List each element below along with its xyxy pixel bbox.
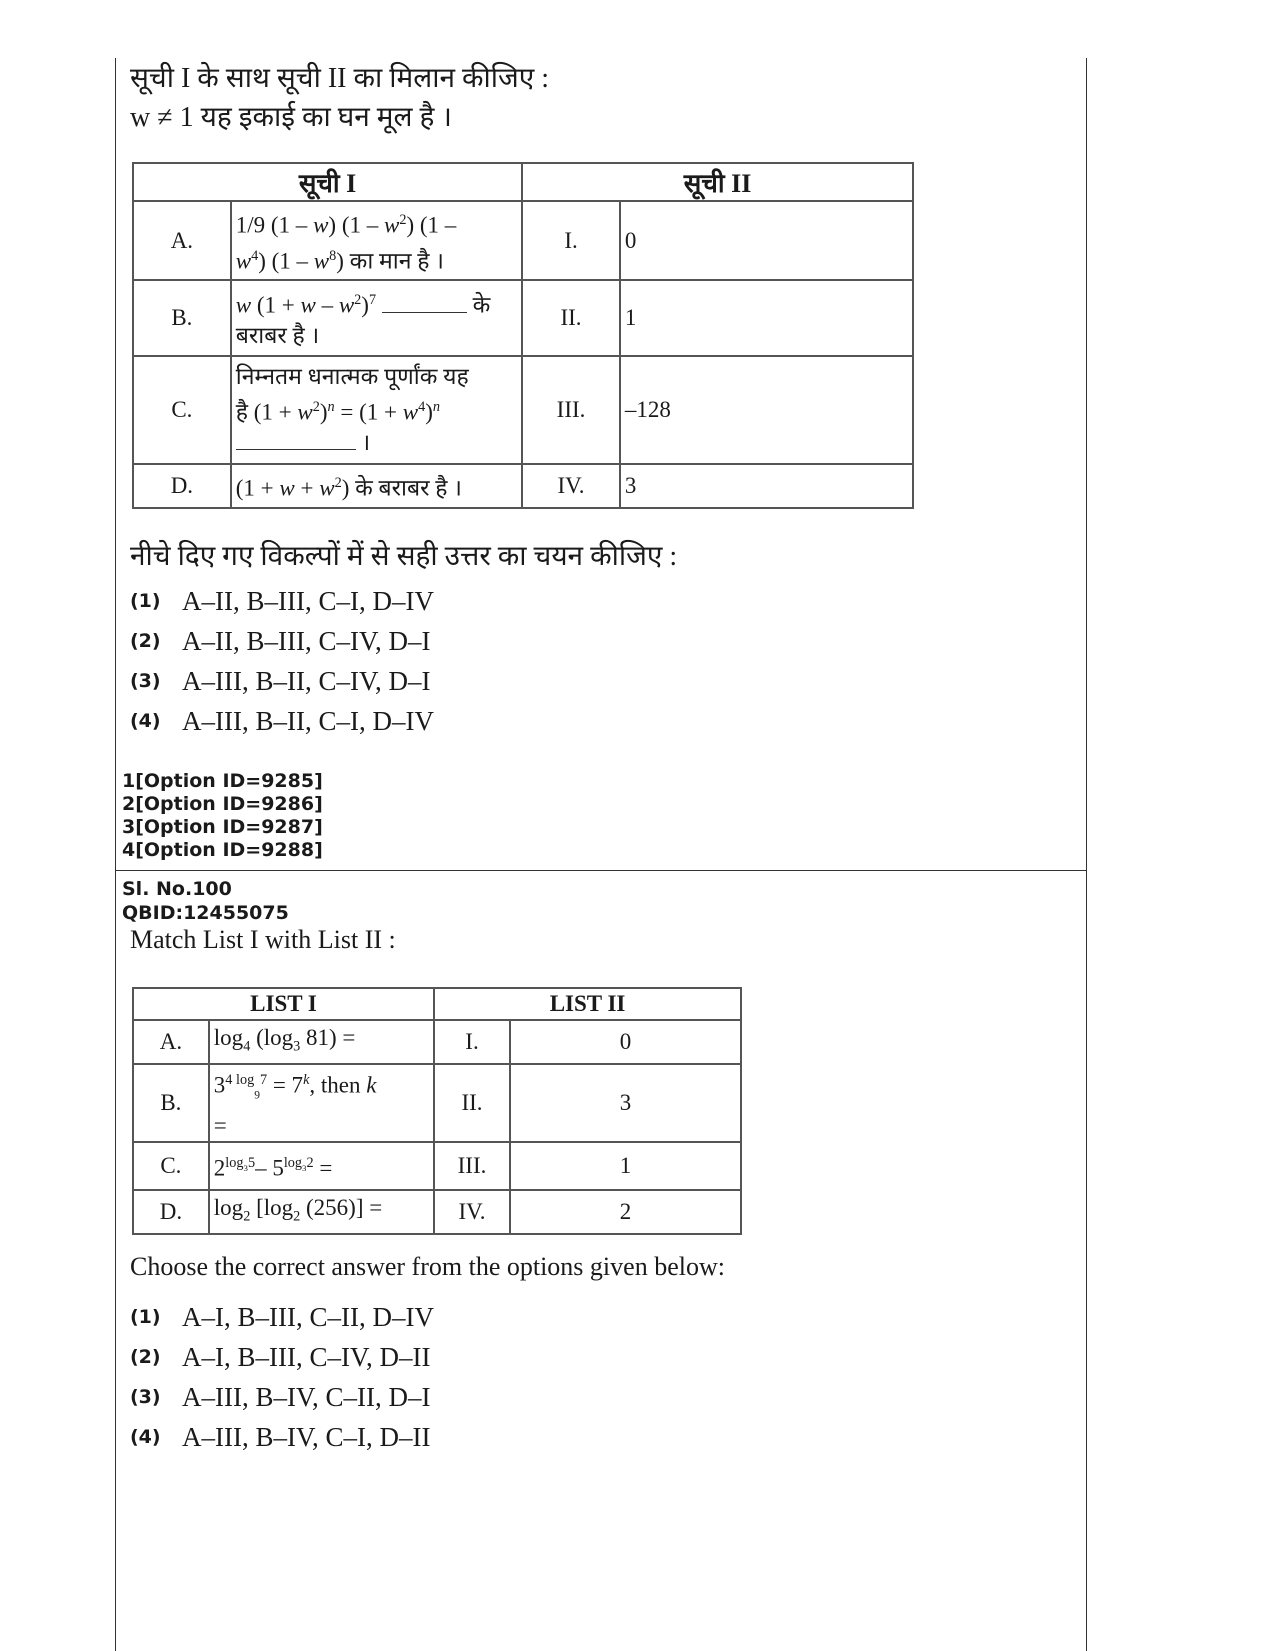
frame-left-border: [115, 58, 116, 1651]
row-key: D.: [133, 1190, 209, 1234]
table-row: [133, 356, 913, 464]
option-item[interactable]: (2) A–II, B–III, C–IV, D–I: [130, 625, 431, 656]
row-value: 3: [510, 1064, 741, 1142]
row-key: B.: [133, 280, 231, 356]
row-key: B.: [133, 1064, 209, 1142]
row-value: 0: [620, 201, 913, 280]
q99-header-list1: सूची I: [133, 163, 522, 201]
frame-right-border: [1086, 58, 1087, 1651]
q100-options: [130, 1297, 434, 1457]
row-key: A.: [133, 1020, 209, 1064]
q99-prompt: नीचे दिए गए विकल्पों में से सही उत्तर का चयन कीजिए :: [130, 541, 678, 572]
option-item[interactable]: (2) A–I, B–III, C–IV, D–II: [130, 1341, 431, 1372]
row-key: C.: [133, 1142, 209, 1190]
q100-header-list1: LIST I: [133, 988, 434, 1020]
qbid: QBID:12455075: [122, 902, 289, 924]
table-row: [133, 280, 913, 356]
row-key: A.: [133, 201, 231, 280]
table-row: [133, 1142, 741, 1190]
row-value: 1: [510, 1142, 741, 1190]
option-item[interactable]: (4) A–III, B–II, C–I, D–IV: [130, 705, 434, 736]
fill-blank: [236, 448, 356, 450]
q100-intro: Match List I with List II :: [130, 925, 396, 954]
q100-match-table: [132, 987, 742, 1235]
question-divider: [115, 870, 1087, 871]
q100-header-list2: LIST II: [434, 988, 741, 1020]
row-key: C.: [133, 356, 231, 464]
option-item[interactable]: (3) A–III, B–IV, C–II, D–I: [130, 1381, 431, 1412]
table-row: [133, 464, 913, 508]
row-value: –128: [620, 356, 913, 464]
option-item[interactable]: (1) A–I, B–III, C–II, D–IV: [130, 1301, 434, 1332]
option-id-4: 4[Option ID=9288]: [122, 839, 323, 861]
row-value: 3: [620, 464, 913, 508]
row-value: 2: [510, 1190, 741, 1234]
row-value: 0: [510, 1020, 741, 1064]
table-row: [133, 1064, 741, 1142]
table-row: [133, 201, 913, 280]
q99-intro-line2: w ≠ 1 यह इकाई का घन मूल है ।: [130, 102, 453, 133]
row-key: D.: [133, 464, 231, 508]
option-item[interactable]: (4) A–III, B–IV, C–I, D–II: [130, 1421, 431, 1452]
option-id-1: 1[Option ID=9285]: [122, 770, 323, 792]
option-id-2: 2[Option ID=9286]: [122, 793, 323, 815]
q99-item-d: $(1 + w + w^2)$ के बराबर है ।: [231, 464, 522, 508]
q99-intro-line1: सूची I के साथ सूची II का मिलान कीजिए :: [130, 63, 550, 94]
table-row: [133, 1020, 741, 1064]
q99-item-c: निम्नतम धनात्मक पूर्णांक यह है $(1 + w^2)^n = (1 + w^4)^n$ ।: [231, 356, 522, 464]
row-num: I.: [522, 201, 620, 280]
q99-item-b: w $(1 + w - w^2)^7$ के बराबर है ।: [231, 280, 522, 356]
option-item[interactable]: (1) A–II, B–III, C–I, D–IV: [130, 585, 434, 616]
q100-item-d: $\log_2 [\log_2$ (256)] =: [209, 1190, 434, 1234]
row-num: II.: [434, 1064, 510, 1142]
q99-header-list2: सूची II: [522, 163, 913, 201]
q99-options: [130, 581, 434, 741]
q100-prompt: Choose the correct answer from the options given below:: [130, 1252, 725, 1281]
row-num: III.: [522, 356, 620, 464]
table-row: [133, 1190, 741, 1234]
row-value: 1: [620, 280, 913, 356]
option-id-3: 3[Option ID=9287]: [122, 816, 323, 838]
row-num: IV.: [434, 1190, 510, 1234]
row-num: III.: [434, 1142, 510, 1190]
sl-no: Sl. No.100: [122, 878, 232, 900]
row-num: II.: [522, 280, 620, 356]
option-item[interactable]: (3) A–III, B–II, C–IV, D–I: [130, 665, 431, 696]
row-num: IV.: [522, 464, 620, 508]
fill-blank: [382, 311, 467, 313]
q99-item-a: 1/9 (1 – w) $(1 - w^2)$ (1 – $w^4$) $(1 - w^8)$ का मान है ।: [231, 201, 522, 280]
q100-item-a: $\log_4 (\log_3$ 81) =: [209, 1020, 434, 1064]
q100-item-b: $3^{4 log}_9^7 = 7^k$, then k =: [209, 1064, 434, 1142]
q99-match-table: [132, 162, 914, 509]
row-num: I.: [434, 1020, 510, 1064]
q100-item-c: $2^{log_35}-$ $5^{log_32}$ =: [209, 1142, 434, 1190]
